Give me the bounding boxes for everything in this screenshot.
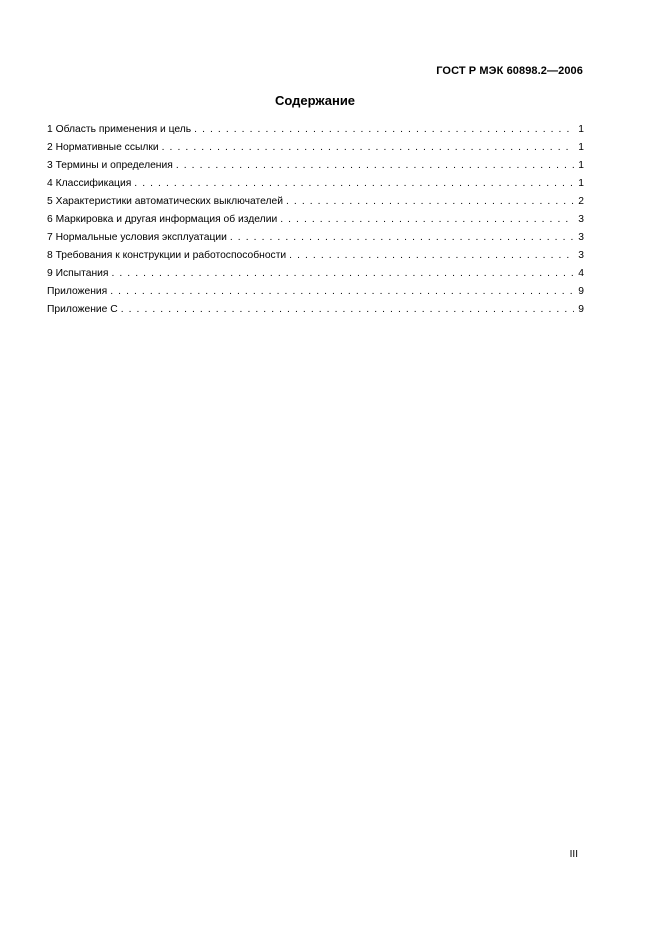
toc-entry-page: 4 [578, 268, 584, 279]
toc-entry-title: 8 Требования к конструкции и работоспособности [47, 250, 287, 261]
toc-entry-title: 6 Маркировка и другая информация об изделии [47, 214, 278, 225]
toc-entry[interactable] [47, 175, 584, 193]
table-of-contents [47, 121, 584, 319]
toc-entry-page: 1 [578, 160, 584, 171]
toc-dot-leader [134, 175, 574, 193]
toc-entry-page: 1 [578, 142, 584, 153]
toc-dot-leader [286, 193, 574, 211]
toc-entry[interactable] [47, 229, 584, 247]
toc-entry-title: 2 Нормативные ссылки [47, 142, 159, 153]
toc-entry-title: 5 Характеристики автоматических выключателей [47, 196, 283, 207]
toc-dot-leader [176, 157, 574, 175]
toc-entry-page: 9 [578, 304, 584, 315]
toc-entry-page: 3 [578, 250, 584, 261]
toc-entry-page: 3 [578, 214, 584, 225]
toc-entry-page: 2 [578, 196, 584, 207]
toc-dot-leader [194, 121, 574, 139]
toc-dot-leader [162, 139, 574, 157]
toc-entry[interactable] [47, 157, 584, 175]
toc-entry[interactable] [47, 283, 584, 301]
toc-entry-page: 1 [578, 178, 584, 189]
toc-entry-page: 1 [578, 124, 584, 135]
toc-entry[interactable] [47, 211, 584, 229]
toc-entry[interactable] [47, 265, 584, 283]
toc-entry-title: 9 Испытания [47, 268, 109, 279]
toc-entry[interactable] [47, 301, 584, 319]
toc-dot-leader [289, 247, 574, 265]
toc-entry-title: Приложения [47, 286, 108, 297]
toc-dot-leader [280, 211, 574, 229]
toc-entry-title: Приложение С [47, 304, 118, 315]
toc-dot-leader [230, 229, 574, 247]
toc-entry-title: 7 Нормальные условия эксплуатации [47, 232, 227, 243]
toc-entry-title: 1 Область применения и цель [47, 124, 192, 135]
toc-dot-leader [121, 301, 574, 319]
toc-entry-title: 4 Классификация [47, 178, 132, 189]
toc-entry[interactable] [47, 139, 584, 157]
toc-entry-page: 3 [578, 232, 584, 243]
toc-dot-leader [110, 283, 574, 301]
toc-entry-title: 3 Термины и определения [47, 160, 173, 171]
toc-entry[interactable] [47, 247, 584, 265]
toc-entry[interactable] [47, 193, 584, 211]
document-code-header: ГОСТ Р МЭК 60898.2—2006 [436, 65, 583, 77]
page-number: III [569, 849, 578, 860]
toc-dot-leader [111, 265, 574, 283]
toc-title: Содержание [274, 93, 356, 108]
toc-entry-page: 9 [578, 286, 584, 297]
toc-entry[interactable] [47, 121, 584, 139]
